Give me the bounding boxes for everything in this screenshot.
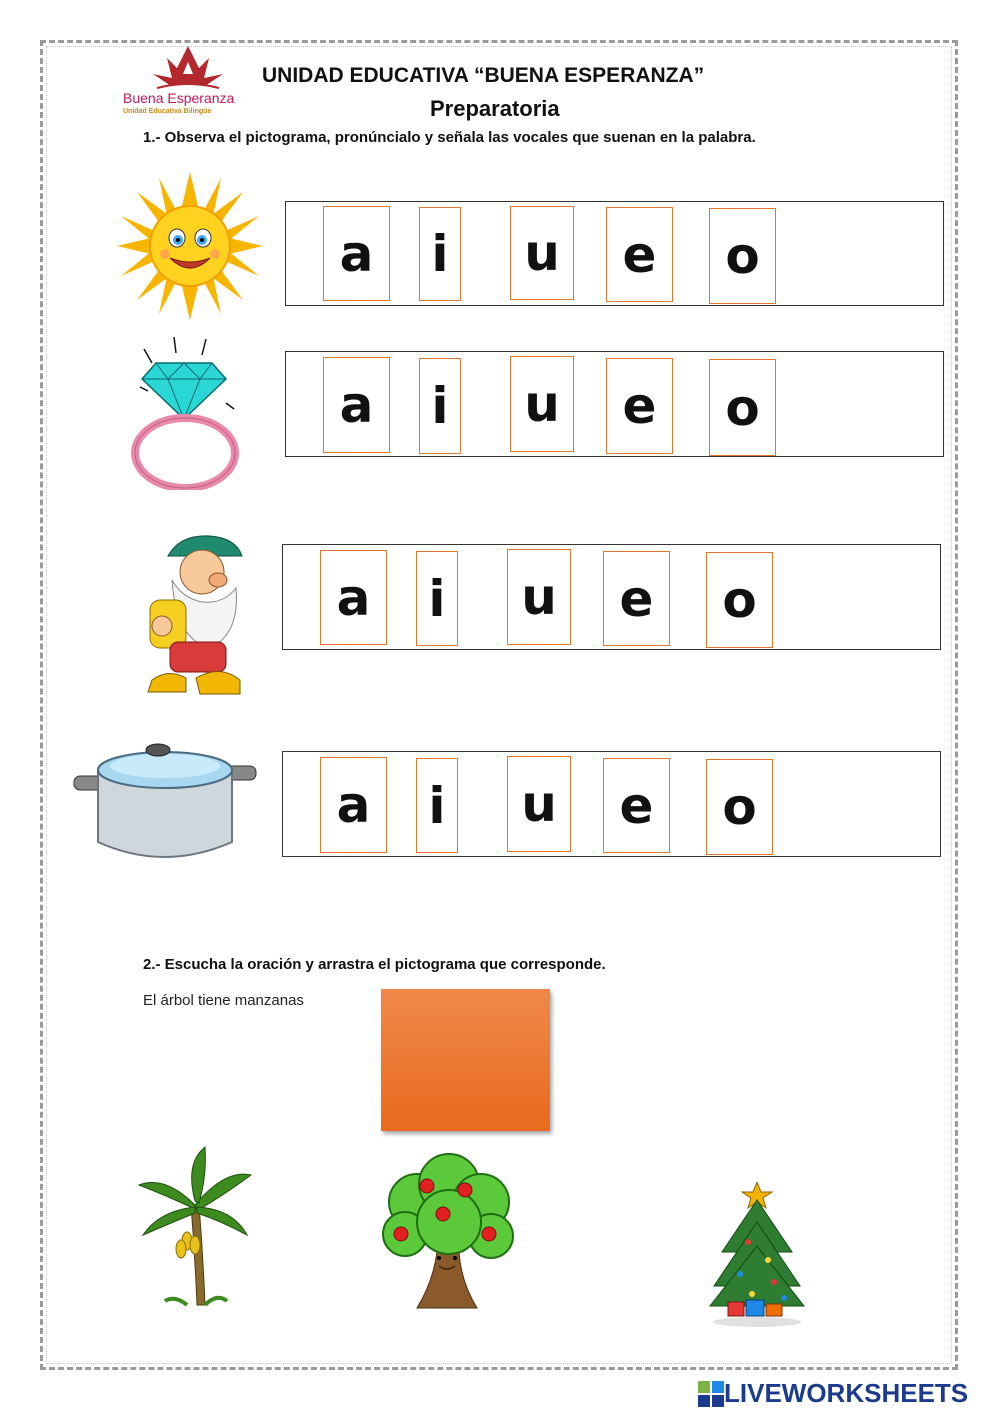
sun-icon <box>115 170 265 322</box>
pot-icon <box>72 740 258 865</box>
exercise2-sentence: El árbol tiene manzanas <box>143 992 304 1009</box>
liveworksheets-logo-icon <box>698 1381 724 1407</box>
exercise2-instruction: 2.- Escucha la oración y arrastra el pictograma que corresponde. <box>143 956 606 973</box>
vowel-o-option[interactable]: o <box>706 759 773 855</box>
page-subtitle: Preparatoria <box>430 96 560 121</box>
vowel-a-option[interactable]: a <box>323 206 390 301</box>
christmas-tree-icon[interactable] <box>708 1182 806 1327</box>
banana-tree-icon[interactable] <box>135 1145 255 1310</box>
vowel-o-option[interactable]: o <box>706 552 773 648</box>
exercise1-instruction: 1.- Observa el pictograma, pronúncialo y señala las vocales que suenan en la palabra. <box>143 129 756 146</box>
logo-name: Buena Esperanza <box>123 90 235 106</box>
vowel-a-option[interactable]: a <box>320 757 387 853</box>
liveworksheets-brand <box>698 1378 968 1409</box>
vowel-u-option[interactable]: u <box>510 356 574 452</box>
vowel-i-option[interactable]: i <box>416 758 458 853</box>
vowel-u-option[interactable]: u <box>507 756 571 852</box>
vowel-o-option[interactable]: o <box>709 359 776 456</box>
vowel-e-option[interactable]: e <box>603 758 670 853</box>
vowel-e-option[interactable]: e <box>603 551 670 646</box>
vowel-i-option[interactable]: i <box>419 207 461 301</box>
vowel-e-option[interactable]: e <box>606 358 673 454</box>
logo-tagline: Unidad Educativa Bilingüe <box>123 108 212 115</box>
dwarf-icon <box>140 530 250 702</box>
vowel-u-option[interactable]: u <box>510 206 574 300</box>
vowel-i-option[interactable]: i <box>419 358 461 454</box>
vowel-e-option[interactable]: e <box>606 207 673 302</box>
liveworksheets-text: LIVEWORKSHEETS <box>724 1378 969 1408</box>
vowel-row <box>282 751 941 857</box>
vowel-row <box>285 351 944 457</box>
vowel-i-option[interactable]: i <box>416 551 458 646</box>
page-title: UNIDAD EDUCATIVA “BUENA ESPERANZA” <box>262 64 705 87</box>
vowel-row <box>282 544 941 650</box>
vowel-o-option[interactable]: o <box>709 208 776 304</box>
drop-zone[interactable] <box>381 989 550 1131</box>
ring-icon <box>130 335 255 490</box>
apple-tree-icon[interactable] <box>377 1152 520 1312</box>
vowel-a-option[interactable]: a <box>320 550 387 645</box>
vowel-u-option[interactable]: u <box>507 549 571 645</box>
vowel-row <box>285 201 944 306</box>
vowel-a-option[interactable]: a <box>323 357 390 453</box>
